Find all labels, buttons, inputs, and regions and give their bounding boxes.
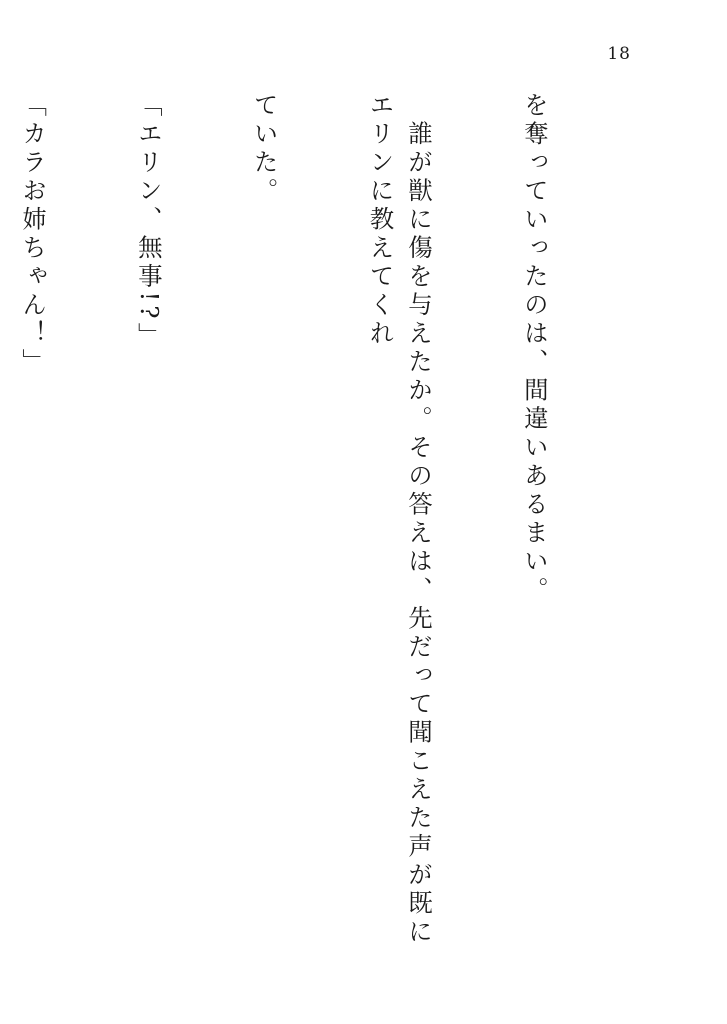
text-line: ていた。 <box>250 92 280 206</box>
vertical-text-block <box>0 92 631 952</box>
text-line: 「エリン、無事!?」 <box>134 92 164 351</box>
text-line: を奪っていったのは、間違いあるまい。 <box>520 92 550 605</box>
text-line: 「カラお姉ちゃん！」 <box>19 92 49 377</box>
page-number: 18 <box>607 44 631 64</box>
text-line: 誰が獣に傷を与えたか。その答えは、先だって聞こえた声が既にエリンに教えてくれ <box>366 92 435 947</box>
